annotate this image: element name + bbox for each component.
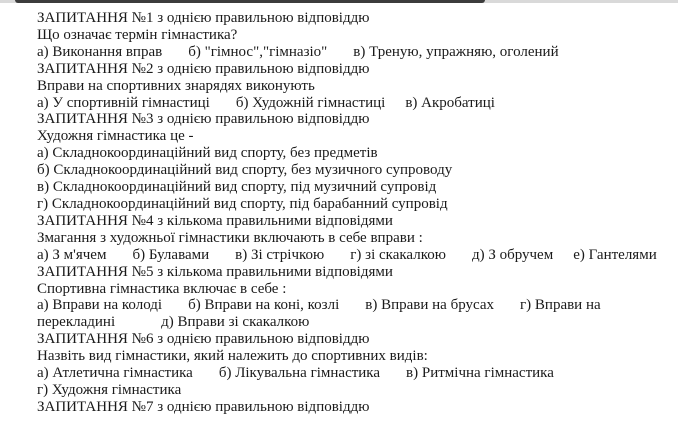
dark-header-strip (15, 0, 485, 3)
option-b: б) Лікувальна гімнастика (218, 365, 381, 382)
option-c: в) Вправи на брусах (365, 297, 495, 314)
question-4-options (37, 247, 673, 264)
question-3-option-c: в) Складнокоординаційний вид спорту, під музичний супровід (37, 179, 437, 196)
question-2-options (37, 95, 673, 112)
option-d: г) зі скакалкою (350, 246, 446, 263)
option-d: г) Вправи на (520, 297, 601, 314)
question-1-header: ЗАПИТАННЯ №1 з однією правильною відповіддю (37, 10, 370, 26)
question-6-options (37, 365, 673, 382)
question-4-text: Змагання з художньої гімнастики включають в себе вправи : (37, 229, 423, 246)
question-1-text: Що означає термін гімнастика? (37, 26, 238, 43)
question-3-option-b: б) Складнокоординаційний вид спорту, без музичного супроводу (37, 162, 453, 179)
question-2-text: Вправи на спортивних знарядях виконують (37, 77, 315, 94)
question-5-options-line-1 (37, 297, 673, 314)
question-1-options (37, 44, 673, 61)
option-a: а) Атлетична гімнастика (37, 365, 193, 382)
option-e: д) З обручем (471, 246, 554, 263)
question-2-header: ЗАПИТАННЯ №2 з однією правильною відповіддю (37, 60, 370, 77)
question-3-text: Художня гімнастика це - (37, 128, 194, 145)
option-a: а) З м'ячем (37, 246, 107, 263)
option-c: в) Акробатиці (405, 94, 495, 111)
question-4-header: ЗАПИТАННЯ №4 з кількома правильними відповідями (37, 212, 393, 229)
option-b: б) Булавами (132, 246, 210, 263)
option-b: б) Вправи на коні, козлі (188, 297, 340, 314)
question-5-header: ЗАПИТАННЯ №5 з кількома правильними відповідями (37, 263, 393, 280)
option-e: д) Вправи зі скакалкою (161, 314, 310, 331)
question-7-header: ЗАПИТАННЯ №7 з однією правильною відповіддю (37, 398, 370, 415)
question-3-option-d: г) Складнокоординаційний вид спорту, під барабанний супровід (37, 195, 448, 212)
question-3-option-a: а) Складнокоординаційний вид спорту, без предметів (37, 145, 378, 162)
option-b: б) Художній гімнастиці (235, 94, 386, 111)
option-b: б) "гімнос","гімназіо" (188, 43, 328, 60)
option-a: а) Виконання вправ (37, 43, 163, 60)
option-c: в) Треную, упражняю, оголений (353, 43, 559, 60)
option-a: а) У спортивній гімнастиці (37, 94, 210, 111)
option-a: а) Вправи на колоді (37, 297, 163, 314)
option-f: е) Гантелями (573, 246, 657, 263)
question-3-header: ЗАПИТАННЯ №3 з однією правильною відповіддю (37, 111, 370, 128)
question-6-option-d: г) Художня гімнастика (37, 381, 182, 398)
quiz-document (37, 10, 673, 416)
option-c: в) Ритмічна гімнастика (406, 365, 554, 382)
option-c: в) Зі стрічкою (235, 246, 325, 263)
question-6-text: Назвіть вид гімнастики, який належить до спортивних видів: (37, 348, 428, 365)
question-6-header: ЗАПИТАННЯ №6 з однією правильною відповіддю (37, 331, 370, 348)
option-d-continued: перекладині (37, 314, 116, 331)
question-5-options-line-2 (37, 314, 673, 331)
question-5-text: Спортивна гімнастика включає в себе : (37, 280, 287, 297)
